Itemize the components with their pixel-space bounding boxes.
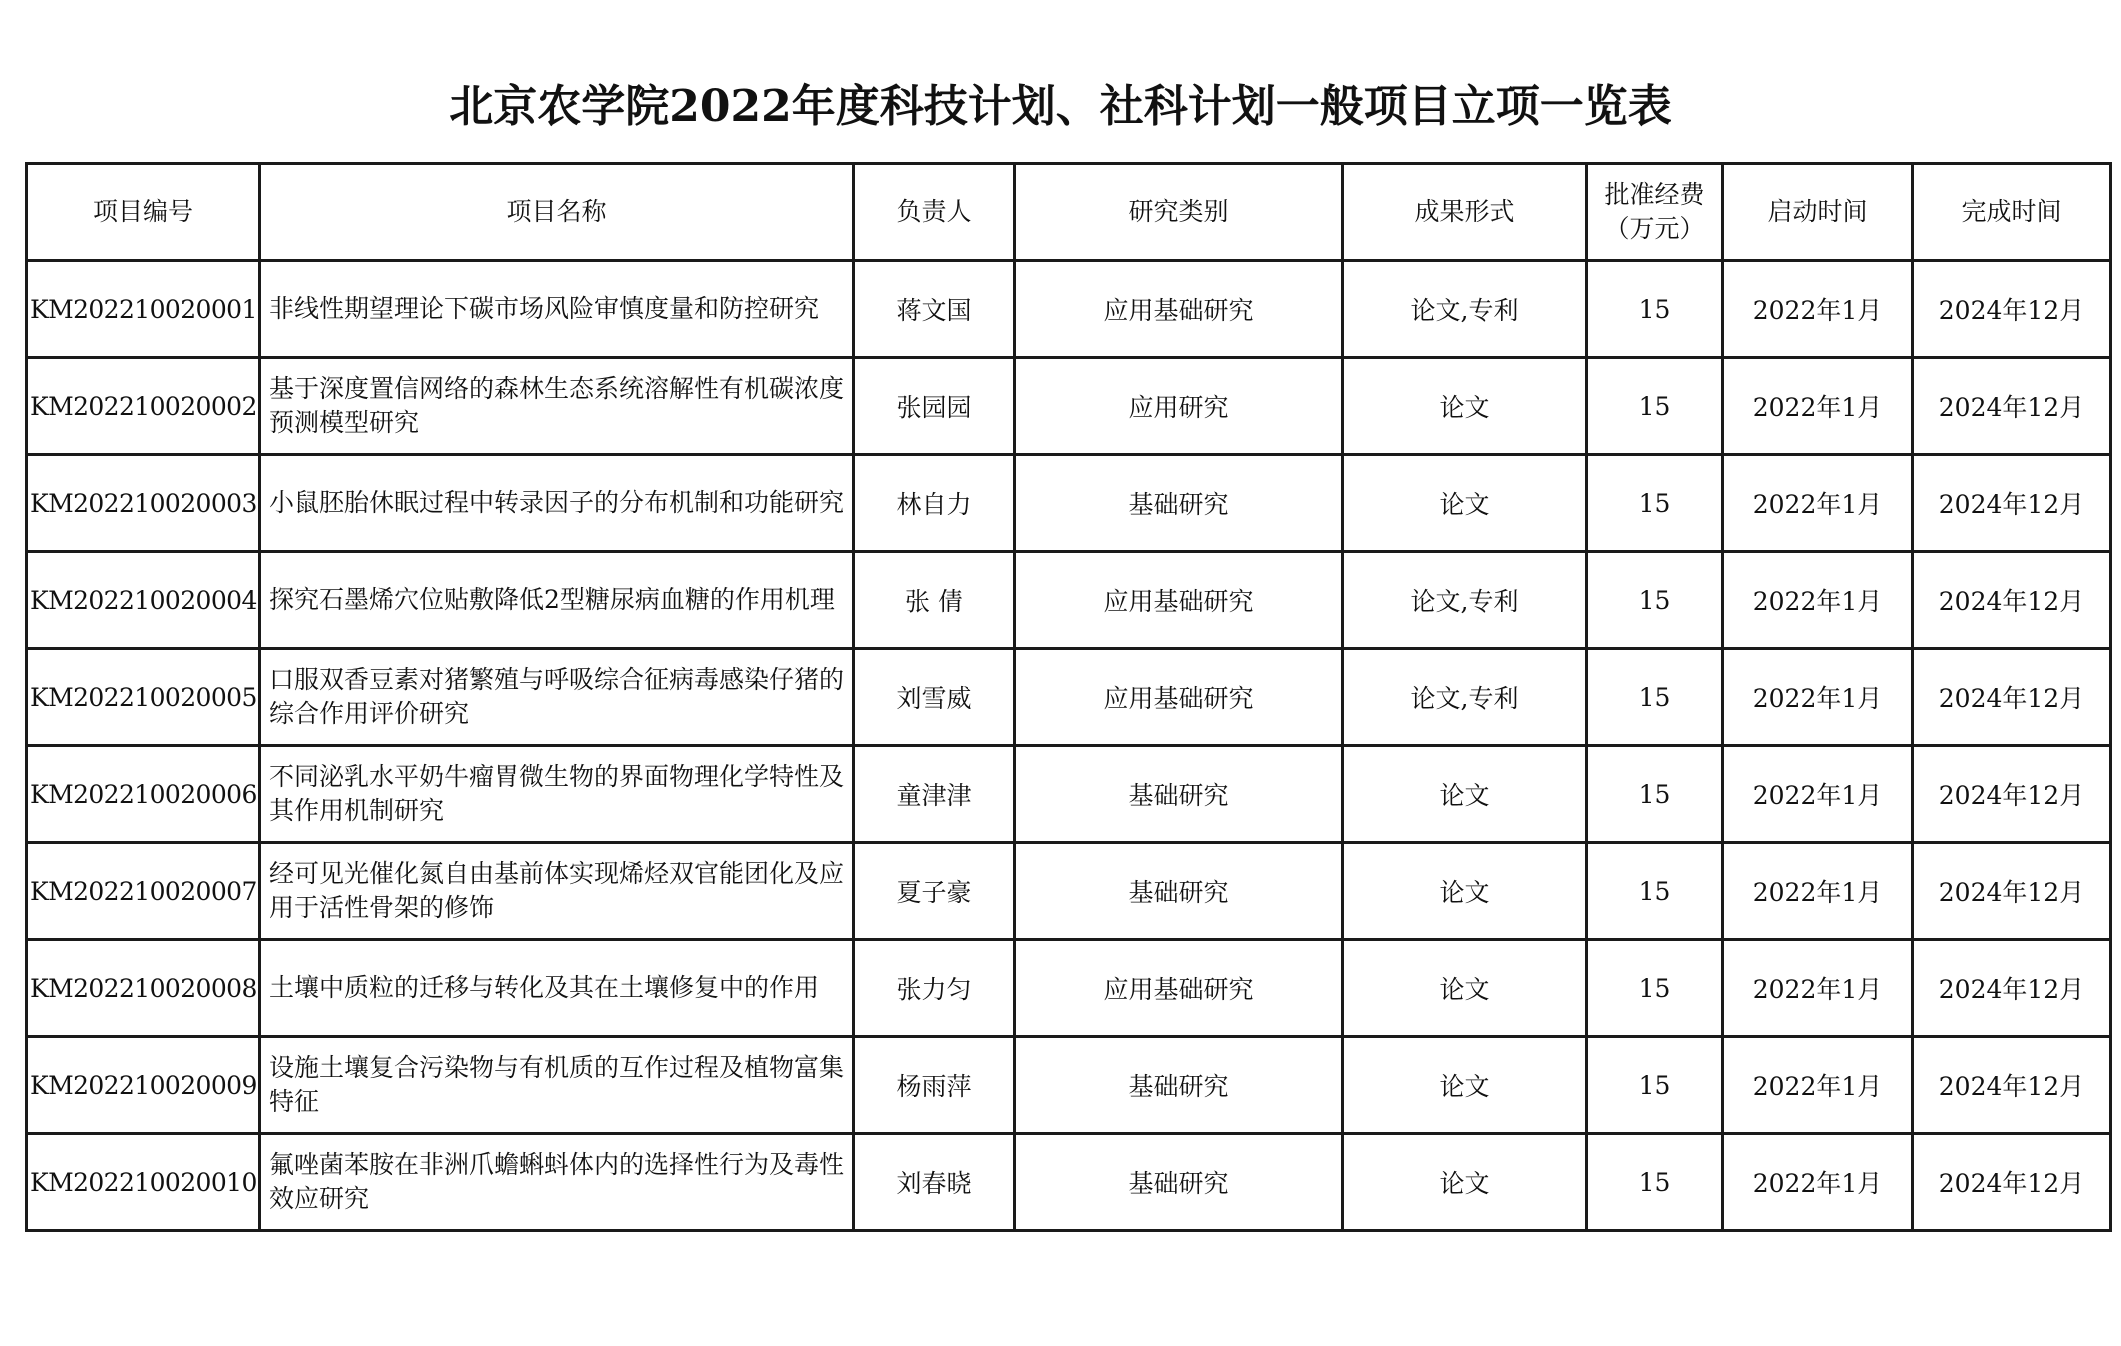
end-date-cell: 2024年12月 [1913,1134,2111,1231]
output-form-cell: 论文 [1343,940,1587,1037]
project-name-cell: 基于深度置信网络的森林生态系统溶解性有机碳浓度预测模型研究 [260,358,854,455]
end-date-cell: 2024年12月 [1913,940,2111,1037]
start-date-cell: 2022年1月 [1723,358,1913,455]
header-start-date: 启动时间 [1723,164,1913,261]
start-date-cell: 2022年1月 [1723,843,1913,940]
output-form-cell: 论文 [1343,746,1587,843]
project-table [25,162,2112,1232]
header-project-name: 项目名称 [260,164,854,261]
table-row [27,261,2111,358]
header-funding-line1: 批准经费 [1604,180,1705,209]
table-row [27,1037,2111,1134]
project-id-cell: KM202210020004 [27,552,260,649]
leader-cell: 刘雪威 [854,649,1015,746]
leader-cell: 张园园 [854,358,1015,455]
start-date-cell: 2022年1月 [1723,649,1913,746]
output-form-cell: 论文,专利 [1343,649,1587,746]
end-date-cell: 2024年12月 [1913,746,2111,843]
research-category-cell: 应用基础研究 [1015,261,1343,358]
header-end-date: 完成时间 [1913,164,2111,261]
header-funding-line2: （万元） [1604,214,1705,243]
output-form-cell: 论文 [1343,1037,1587,1134]
project-id-cell: KM202210020009 [27,1037,260,1134]
table-row [27,552,2111,649]
research-category-cell: 应用基础研究 [1015,649,1343,746]
project-id-cell: KM202210020005 [27,649,260,746]
start-date-cell: 2022年1月 [1723,940,1913,1037]
end-date-cell: 2024年12月 [1913,1037,2111,1134]
research-category-cell: 应用基础研究 [1015,940,1343,1037]
project-id-cell: KM202210020003 [27,455,260,552]
end-date-cell: 2024年12月 [1913,649,2111,746]
output-form-cell: 论文 [1343,1134,1587,1231]
end-date-cell: 2024年12月 [1913,455,2111,552]
start-date-cell: 2022年1月 [1723,1037,1913,1134]
research-category-cell: 应用基础研究 [1015,552,1343,649]
project-id-cell: KM202210020007 [27,843,260,940]
output-form-cell: 论文 [1343,358,1587,455]
funding-cell: 15 [1587,1134,1723,1231]
project-name-cell: 不同泌乳水平奶牛瘤胃微生物的界面物理化学特性及其作用机制研究 [260,746,854,843]
end-date-cell: 2024年12月 [1913,358,2111,455]
start-date-cell: 2022年1月 [1723,261,1913,358]
funding-cell: 15 [1587,1037,1723,1134]
header-project-id: 项目编号 [27,164,260,261]
project-name-cell: 土壤中质粒的迁移与转化及其在土壤修复中的作用 [260,940,854,1037]
project-id-cell: KM202210020002 [27,358,260,455]
research-category-cell: 基础研究 [1015,746,1343,843]
project-name-cell: 探究石墨烯穴位贴敷降低2型糖尿病血糖的作用机理 [260,552,854,649]
header-funding [1587,164,1723,261]
funding-cell: 15 [1587,455,1723,552]
leader-cell: 张力匀 [854,940,1015,1037]
project-name-cell: 设施土壤复合污染物与有机质的互作过程及植物富集特征 [260,1037,854,1134]
leader-cell: 蒋文国 [854,261,1015,358]
project-name-cell: 氟唑菌苯胺在非洲爪蟾蝌蚪体内的选择性行为及毒性效应研究 [260,1134,854,1231]
project-name-cell: 口服双香豆素对猪繁殖与呼吸综合征病毒感染仔猪的综合作用评价研究 [260,649,854,746]
table-row [27,1134,2111,1231]
research-category-cell: 基础研究 [1015,455,1343,552]
funding-cell: 15 [1587,261,1723,358]
research-category-cell: 基础研究 [1015,843,1343,940]
leader-cell: 杨雨萍 [854,1037,1015,1134]
funding-cell: 15 [1587,746,1723,843]
research-category-cell: 应用研究 [1015,358,1343,455]
start-date-cell: 2022年1月 [1723,746,1913,843]
research-category-cell: 基础研究 [1015,1134,1343,1231]
header-leader: 负责人 [854,164,1015,261]
table-row [27,940,2111,1037]
leader-cell: 林自力 [854,455,1015,552]
leader-cell: 夏子豪 [854,843,1015,940]
funding-cell: 15 [1587,843,1723,940]
end-date-cell: 2024年12月 [1913,261,2111,358]
project-name-cell: 小鼠胚胎休眠过程中转录因子的分布机制和功能研究 [260,455,854,552]
leader-cell: 刘春晓 [854,1134,1015,1231]
leader-cell: 张 倩 [854,552,1015,649]
table-row [27,649,2111,746]
funding-cell: 15 [1587,940,1723,1037]
project-id-cell: KM202210020006 [27,746,260,843]
leader-cell: 童津津 [854,746,1015,843]
header-output-form: 成果形式 [1343,164,1587,261]
funding-cell: 15 [1587,649,1723,746]
table-row [27,358,2111,455]
output-form-cell: 论文 [1343,843,1587,940]
header-research-category: 研究类别 [1015,164,1343,261]
header-row [27,164,2111,261]
project-id-cell: KM202210020010 [27,1134,260,1231]
project-name-cell: 非线性期望理论下碳市场风险审慎度量和防控研究 [260,261,854,358]
funding-cell: 15 [1587,358,1723,455]
table-row [27,746,2111,843]
funding-cell: 15 [1587,552,1723,649]
output-form-cell: 论文,专利 [1343,552,1587,649]
output-form-cell: 论文,专利 [1343,261,1587,358]
page-title: 北京农学院2022年度科技计划、社科计划一般项目立项一览表 [449,81,1672,132]
research-category-cell: 基础研究 [1015,1037,1343,1134]
project-id-cell: KM202210020001 [27,261,260,358]
start-date-cell: 2022年1月 [1723,552,1913,649]
table-row [27,843,2111,940]
start-date-cell: 2022年1月 [1723,455,1913,552]
output-form-cell: 论文 [1343,455,1587,552]
table-body [27,261,2111,1231]
end-date-cell: 2024年12月 [1913,843,2111,940]
project-name-cell: 经可见光催化氮自由基前体实现烯烃双官能团化及应用于活性骨架的修饰 [260,843,854,940]
start-date-cell: 2022年1月 [1723,1134,1913,1231]
project-id-cell: KM202210020008 [27,940,260,1037]
end-date-cell: 2024年12月 [1913,552,2111,649]
table-row [27,455,2111,552]
